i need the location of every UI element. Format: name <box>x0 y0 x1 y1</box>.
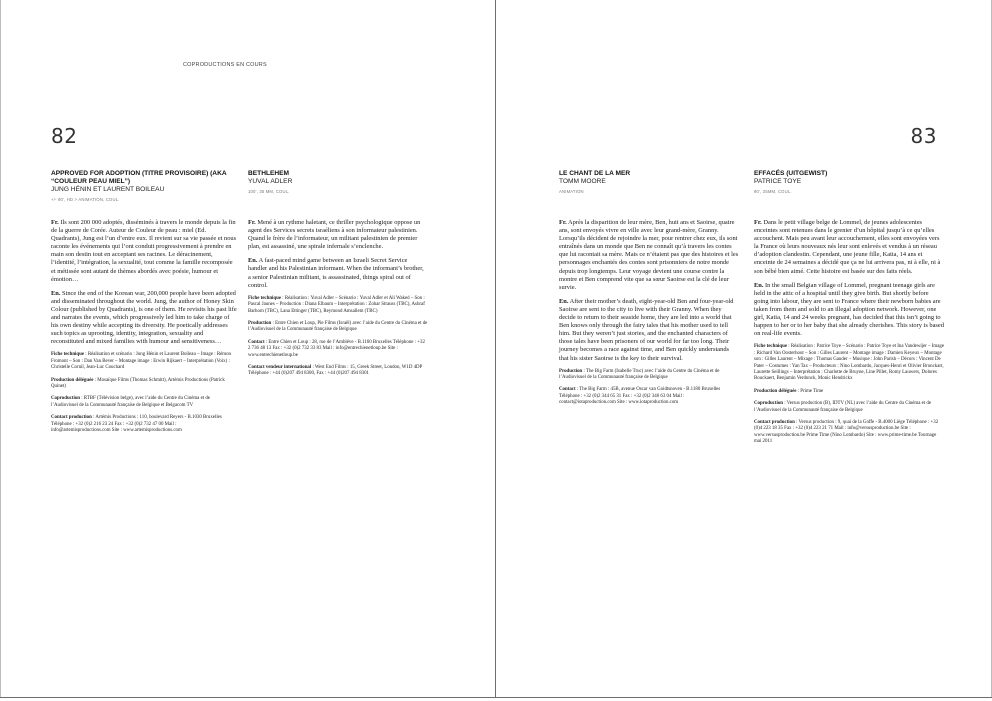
info-label: Contact <box>248 339 265 345</box>
synopsis-fr <box>248 219 428 251</box>
lang-label-fr: Fr. <box>51 219 59 226</box>
synopsis-en-text: In the small Belgian village of Lommel, pregnant teenage girls are held in the attic of a hospital until they give birth. But shortly before going into labour, they are sent to France where their newborn babies are taken from them and sold to an illegal adoption network. However, one girl, Katia, 14 and 24 weeks pregnant, has decided that this isn’t going to happen to her or to her baby that she already cherishes. This story is based on real-life events. <box>754 281 944 338</box>
synopsis-en <box>559 298 739 363</box>
info-text: : Versus production (B), IDTV (NL) avec l’aide du Centre du Cinéma et de l’Audiovisuel de la Communauté française de Belgique <box>754 401 931 413</box>
info-label: Fiche technique <box>248 295 282 301</box>
info-text: : Réalisation : Yuval Adler – Scénario : Yuval Adler et Ali Waked – Son : Pascal Jaunes – Production : Diana Elbaum – Interprétation : Zohar Strauss (TBC), Ashraf Barhom (TBC), Lana Ettinger (TBC), Reymond Amsallem (TBC) <box>248 295 425 314</box>
info-label: Coproduction <box>754 401 783 407</box>
synopsis-en-text: After their mother’s death, eight-year-old Ben and four-year-old Saoirse are sent to the city to live with their Granny. When they decide to return to their seaside home, they are led into a world that Ben knows only through the fairy tales that his mother used to tell him. But they weren’t just stories, and the enchanted characters of those tales have been prisoners of our world for far too long. Their journey becomes a race against time, and Ben quickly understands that his sister Saoirse is the key to their survival. <box>559 297 734 362</box>
lang-label-fr: Fr. <box>248 219 256 226</box>
info-label: Production déléguée <box>754 388 797 394</box>
info-text: : Versus production : 9, quai de la Goffe - B.4000 Liège Téléphone : +32 (0)4 223 18 35 Fax : +32 (0)4 223 21 71 Mail : info@versusproduction.be Site : www.versusproduction.be Prime Time (Nino Lombardo) Site : www.prime-time.be Tournage mai 2011 <box>754 419 939 445</box>
info-text: : Entre Chien et Loup : 28, rue de l’Ambléve - B.1160 Bruxelles Téléphone : +32 2 736 48 13 Fax : +32 (0)2 732 33 83 Mail : info@entrechienetloup.be Site : www.entrechienetloup.be <box>248 339 425 358</box>
bottom-rule <box>0 697 992 698</box>
synopsis-fr <box>754 219 944 276</box>
film-director: PATRICE TOYE <box>754 178 802 185</box>
info-text: : The Big Farm (Isabelle Truc) avec l’aide du Centre du Cinéma et de l’Audiovisuel de la Communauté française de Belgique <box>559 368 720 380</box>
film-director: YUVAL ADLER <box>248 178 293 185</box>
info-contact-production <box>51 415 237 434</box>
info-label: Contact vendeur international <box>248 365 312 370</box>
film-meta: +/- 90', HD > ANIMATION, COUL. <box>51 197 120 202</box>
film-title: APPROVED FOR ADOPTION (TITRE PROVISOIRE) (AKA “COULEUR PEAU MIEL”) <box>51 170 227 185</box>
info-fiche-technique <box>754 344 944 382</box>
synopsis-fr-text: Ils sont 200 000 adoptés, disséminés à travers le monde depuis la fin de la guerre de Corée. Auteur de Couleur de peau : miel (Ed. Quadrants), Jung est l’un d’entre eux. Il revient sur sa vie passée et nous raconte les événements qui l’ont conduit progressivement à prendre en main son destin tout en acceptant ses racines. Le déracinement, l’identité, l’intégration, la sexualité, tout comme la famille recomposée et métissée sont autant de thèmes abordés avec poésie, humour et émotion… <box>51 219 237 283</box>
lang-label-fr: Fr. <box>559 219 567 226</box>
info-label: Coproduction <box>51 396 80 402</box>
lang-label-en: En. <box>559 297 569 305</box>
film-director: TOMM MOORE <box>559 178 606 185</box>
info-text: : Réalisation et scénario : Jung Hénin et Laurent Boileau – Image : Rémon Fromont – Son : Dan Van Bever – Montage image : Erwin Rijkaert – Interprétation (Voix) : Christelle Cornil, Jean-Luc Couchard <box>51 352 231 371</box>
section-label: COPRODUCTIONS EN COURS <box>183 62 267 68</box>
info-label: Production déléguée <box>51 377 94 383</box>
film-entry-approved-for-adoption <box>51 170 237 440</box>
film-title: LE CHANT DE LA MER <box>559 170 631 177</box>
info-coproduction <box>51 396 237 409</box>
film-entry-effaces <box>754 170 944 452</box>
info-contact-production <box>754 420 944 446</box>
info-text: : Prime Time <box>796 388 824 394</box>
info-fiche-technique <box>248 296 428 315</box>
info-production-deleguee <box>51 378 237 391</box>
info-coproduction <box>754 401 944 414</box>
info-text: : The Big Farm : 45B, avenue Oscar van Goidtsnoven - B.1180 Bruxelles Téléphone : +32 (0)2 344 65 31 Fax : +32 (0)2 346 63 04 Mail : contact@iotaproduction.com Site : www.iotaproduction.com <box>559 387 721 406</box>
info-text: : Entre Chien et Loup, Pie Films (Israël) avec l’aide du Centre du Cinéma et de l’Audiovisuel de la Communauté française de Belgique <box>248 320 428 333</box>
info-text: : West End Films : 15, Greek Street, London, W1D 4DP Téléphone : +44 (0)207 494 8300, Fax : +44 (0)207 494 8301 <box>248 365 423 377</box>
film-entry-bethlehem <box>248 170 428 384</box>
film-meta: 90', 35MM, COUL. <box>754 189 792 194</box>
info-label: Fiche technique <box>51 352 85 358</box>
info-label: Production <box>559 368 583 374</box>
film-director: JUNG HÉNIN ET LAURENT BOILEAU <box>51 186 165 193</box>
info-text: : Réalisation : Patrice Toye – Scénario : Patrice Toye et Ina Vandewijer – Image : Richard Van Oosterhout – Son : Gilles Laurent – Montage image : Damien Keyeux – Montage son : Gilles Laurent – Mixage : Thomas Gauder – Musique : John Parish – Décors : Vincent De Pater – Costumes : Yan Tax – Producteurs : Nino Lombardo, Jacques-Henri et Olivier Bronckart, Laurette Seillings – Interprétation : Charlotte de Bruyne, Line Pillet, Romy Lauwers, Dolores Bouckaert, Benjamin Verdonck, Monic Hendrickx <box>754 344 945 382</box>
info-label: Contact production <box>754 419 795 425</box>
lang-label-en: En. <box>51 289 61 297</box>
film-entry-le-chant-de-la-mer <box>559 170 739 413</box>
synopsis-fr-text: Après la disparition de leur mère, Ben, huit ans et Saoirse, quatre ans, sont envoyés vivre en ville avec leur grand-mère, Granny. Lorsqu’ils décident de rejoindre la mer, pour rentrer chez eux, ils sont entraînés dans un monde que Ben ne connaît qu’à travers les contes que lui racontait sa mère. Mais ce n’étaient pas que des histoires et les personnages enchantés des contes sont prisonniers de notre monde depuis trop longtemps. Leur voyage devient une course contre la montre et Ben comprend vite que sa sœur Saoirse est la clé de leur survie. <box>559 219 739 291</box>
synopsis-en <box>754 282 944 339</box>
lang-label-en: En. <box>248 257 258 265</box>
info-label: Contact production <box>51 415 92 421</box>
info-production <box>559 369 739 382</box>
info-text: : Mosaïque Films (Thomas Schmitt), Artémis Productions (Patrick Quinet) <box>51 377 225 390</box>
film-meta: ANIMATION <box>559 189 584 194</box>
film-title: EFFACÉS (UITGEWIST) <box>754 170 828 177</box>
left-page <box>1 0 496 697</box>
page-number-right: 83 <box>910 124 937 148</box>
info-label: Production <box>248 320 272 326</box>
info-production <box>248 321 428 334</box>
info-production-deleguee <box>754 389 944 395</box>
lang-label-fr: Fr. <box>754 219 762 226</box>
synopsis-fr-text: Mené à un rythme haletant, ce thriller psychologique oppose un agent des Services secrets israéliens à son informateur palestinien. Quand le frère de l’informateur, un militant palestinien de premier plan, est assassiné, une spirale infernale s’enclenche. <box>248 219 421 251</box>
synopsis-en <box>248 257 428 289</box>
page-number-left: 82 <box>51 124 78 148</box>
film-title: BETHLEHEM <box>248 170 290 177</box>
film-meta: 100', 35 MM, COUL. <box>248 189 290 194</box>
info-text: : Artémis Productions : 110, boulevard Reyers - B.1030 Bruxelles Téléphone : +32 (0)2 216 23 24 Fax : +32 (0)2 732 47 00 Mail : info@artemisproductions.com Site : www.artemisproductions.com <box>51 415 222 434</box>
info-contact <box>248 340 428 359</box>
synopsis-fr <box>559 219 739 292</box>
info-label: Contact <box>559 387 576 393</box>
synopsis-en <box>51 290 237 347</box>
info-label: Fiche technique <box>754 344 788 350</box>
info-contact-vendeur <box>248 365 428 378</box>
synopsis-fr-text: Dans le petit village belge de Lommel, de jeunes adolescentes enceintes sont retenues dans le grenier d’un hôpital jusqu’à ce qu’elles accouchent. Mais peu avant leur accouchement, elles sont envoyées vers la France où leurs nouveaux nés leur sont enlevés et vendus à un réseau d’adoption clandestin. Cependant, une jeune fille, Katia, 14 ans et enceinte de 24 semaines a décidé que ça ne lui arrivera pas, ni à elle, ni à son bébé bien aimé. Cette histoire est basée sur des faits réels. <box>754 219 941 275</box>
info-contact <box>559 387 739 406</box>
synopsis-en-text: Since the end of the Korean war, 200,000 people have been adopted and disseminated throughout the world. Jung, the author of Honey Skin Colour (published by Quadrants), is one of them. He revisits his past life and narrates the events, which progressively led him to take charge of his own destiny while accepting its diversity. He poetically addresses such topics as uprooting, identity, integration, sexuality and reconstituted and mixed families with humour and sensitiveness… <box>51 289 237 346</box>
info-fiche-technique <box>51 352 237 371</box>
right-page <box>496 0 991 697</box>
synopsis-fr <box>51 219 237 284</box>
synopsis-en-text: A fast-paced mind game between an Israeli Secret Service handler and his Palestinian informant. When the informant’s brother, a senior Palestinian militant, is assassinated, things spiral out of control. <box>248 257 424 289</box>
left-edge-divider <box>0 0 1 698</box>
lang-label-en: En. <box>754 281 764 289</box>
info-text: : RTBF (Télévision belge), avec l’aide du Centre du Cinéma et de l’Audiovisuel de la Communauté française de Belgique et Belgacom TV <box>51 396 210 408</box>
